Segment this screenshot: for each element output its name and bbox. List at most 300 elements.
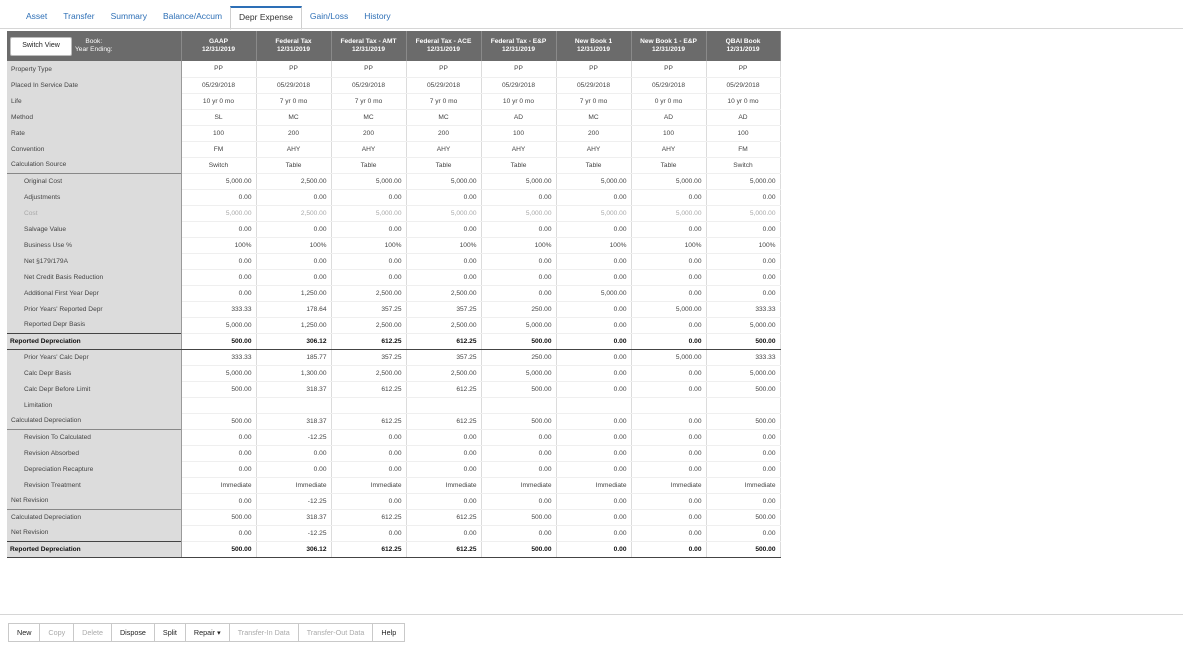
- table-cell: 05/29/2018: [706, 77, 780, 93]
- table-cell: -12.25: [256, 525, 331, 541]
- table-cell: 612.25: [406, 509, 481, 525]
- table-cell: 0.00: [631, 365, 706, 381]
- row-label: Net Credit Basis Reduction: [7, 269, 181, 285]
- table-cell: 5,000.00: [331, 173, 406, 189]
- table-cell: 0.00: [631, 413, 706, 429]
- table-row: [7, 125, 780, 141]
- table-row: [7, 365, 780, 381]
- table-cell: [706, 397, 780, 413]
- copy-button[interactable]: Copy: [39, 623, 74, 642]
- table-cell: 0.00: [706, 525, 780, 541]
- table-cell: 0.00: [481, 189, 556, 205]
- table-cell: 100%: [406, 237, 481, 253]
- table-cell: 250.00: [481, 301, 556, 317]
- table-cell: PP: [631, 61, 706, 77]
- table-row: [7, 109, 780, 125]
- table-cell: MC: [331, 109, 406, 125]
- table-cell: PP: [481, 61, 556, 77]
- table-cell: 357.25: [331, 349, 406, 365]
- table-cell: AHY: [631, 141, 706, 157]
- table-row: [7, 477, 780, 493]
- table-cell: 0.00: [556, 541, 631, 557]
- column-year-ending: 12/31/2019: [351, 46, 385, 53]
- row-label: Cost: [7, 205, 181, 221]
- column-book-name: GAAP: [208, 38, 229, 45]
- tab-gain-loss[interactable]: Gain/Loss: [309, 11, 349, 21]
- column-header: [331, 31, 406, 61]
- row-label: Depreciation Recapture: [7, 461, 181, 477]
- table-cell: 5,000.00: [181, 205, 256, 221]
- tab-summary[interactable]: Summary: [110, 11, 147, 21]
- table-row: [7, 493, 780, 509]
- table-cell: 0.00: [481, 253, 556, 269]
- table-cell: 0.00: [481, 525, 556, 541]
- table-cell: 0.00: [331, 221, 406, 237]
- table-cell: [556, 397, 631, 413]
- table-cell: [481, 397, 556, 413]
- table-cell: Table: [631, 157, 706, 173]
- table-cell: 0.00: [631, 333, 706, 349]
- table-cell: 05/29/2018: [556, 77, 631, 93]
- table-cell: 0.00: [331, 525, 406, 541]
- table-cell: 0.00: [181, 461, 256, 477]
- table-cell: Switch: [706, 157, 780, 173]
- table-cell: 357.25: [331, 301, 406, 317]
- repair-button[interactable]: Repair ▾: [185, 623, 230, 642]
- table-cell: 100: [631, 125, 706, 141]
- table-cell: 5,000.00: [181, 365, 256, 381]
- row-label: Rate: [7, 125, 181, 141]
- column-book-name: Federal Tax - ACE: [415, 38, 472, 45]
- table-cell: 1,250.00: [256, 285, 331, 301]
- split-button[interactable]: Split: [154, 623, 186, 642]
- table-cell: [406, 397, 481, 413]
- table-cell: 612.25: [331, 333, 406, 349]
- table-cell: Table: [406, 157, 481, 173]
- row-label: Calc Depr Before Limit: [7, 381, 181, 397]
- row-label: Placed In Service Date: [7, 77, 181, 93]
- table-cell: 100: [706, 125, 780, 141]
- table-cell: 0.00: [181, 285, 256, 301]
- row-label: Calculated Depreciation: [7, 413, 181, 429]
- table-cell: 1,300.00: [256, 365, 331, 381]
- table-cell: 05/29/2018: [331, 77, 406, 93]
- table-cell: 0.00: [556, 381, 631, 397]
- table-cell: 100%: [631, 237, 706, 253]
- table-cell: 0.00: [556, 301, 631, 317]
- table-cell: 0.00: [556, 221, 631, 237]
- column-year-ending: 12/31/2019: [726, 46, 760, 53]
- table-row: [7, 349, 780, 365]
- table-cell: 2,500.00: [406, 285, 481, 301]
- table-cell: 05/29/2018: [256, 77, 331, 93]
- table-cell: Immediate: [406, 477, 481, 493]
- table-cell: 0.00: [631, 445, 706, 461]
- table-cell: 500.00: [481, 381, 556, 397]
- row-label: Convention: [7, 141, 181, 157]
- grid-header-row: [7, 31, 780, 61]
- table-cell: 185.77: [256, 349, 331, 365]
- table-cell: AD: [481, 109, 556, 125]
- table-cell: 0.00: [706, 253, 780, 269]
- table-cell: [631, 397, 706, 413]
- row-label: Revision Treatment: [7, 477, 181, 493]
- row-label: Reported Depreciation: [7, 333, 181, 349]
- table-cell: 0.00: [631, 285, 706, 301]
- table-cell: 0.00: [331, 269, 406, 285]
- table-cell: 200: [406, 125, 481, 141]
- column-header: [406, 31, 481, 61]
- column-header: [481, 31, 556, 61]
- table-cell: 2,500.00: [331, 285, 406, 301]
- table-cell: 612.25: [331, 413, 406, 429]
- row-label: Calculated Depreciation: [7, 509, 181, 525]
- table-cell: 0.00: [631, 381, 706, 397]
- column-book-name: Federal Tax - AMT: [340, 38, 397, 45]
- table-cell: 0.00: [481, 461, 556, 477]
- help-button[interactable]: Help: [372, 623, 405, 642]
- table-row: [7, 413, 780, 429]
- depr-expense-grid: [7, 31, 781, 558]
- column-header: [556, 31, 631, 61]
- table-cell: 0.00: [331, 445, 406, 461]
- table-cell: 0.00: [556, 429, 631, 445]
- table-cell: 2,500.00: [406, 365, 481, 381]
- table-cell: 100: [181, 125, 256, 141]
- table-cell: 100%: [181, 237, 256, 253]
- table-cell: AHY: [406, 141, 481, 157]
- table-cell: [181, 397, 256, 413]
- table-cell: 0.00: [556, 365, 631, 381]
- table-cell: 0.00: [631, 253, 706, 269]
- table-cell: 500.00: [181, 413, 256, 429]
- tab-bar-divider: [0, 28, 1183, 29]
- table-row: [7, 541, 780, 557]
- table-row: [7, 205, 780, 221]
- table-row: [7, 525, 780, 541]
- table-cell: 0.00: [331, 461, 406, 477]
- table-cell: PP: [406, 61, 481, 77]
- table-cell: 0.00: [406, 221, 481, 237]
- table-cell: 0.00: [256, 189, 331, 205]
- table-cell: 0.00: [181, 221, 256, 237]
- table-cell: 0.00: [631, 269, 706, 285]
- table-cell: 0.00: [631, 493, 706, 509]
- table-cell: 612.25: [331, 541, 406, 557]
- table-row: [7, 445, 780, 461]
- table-cell: 0.00: [406, 429, 481, 445]
- table-row: [7, 189, 780, 205]
- table-cell: 0.00: [631, 509, 706, 525]
- row-label: Method: [7, 109, 181, 125]
- table-cell: 333.33: [706, 301, 780, 317]
- table-cell: 0.00: [631, 189, 706, 205]
- table-cell: 5,000.00: [706, 317, 780, 333]
- table-cell: 500.00: [481, 541, 556, 557]
- column-book-name: New Book 1: [574, 38, 613, 45]
- new-button[interactable]: New: [8, 623, 40, 642]
- table-cell: 5,000.00: [631, 173, 706, 189]
- table-cell: MC: [406, 109, 481, 125]
- table-cell: 5,000.00: [481, 173, 556, 189]
- tab-depr-expense[interactable]: Depr Expense: [230, 6, 302, 30]
- table-cell: 5,000.00: [181, 317, 256, 333]
- table-cell: 500.00: [481, 413, 556, 429]
- table-cell: PP: [331, 61, 406, 77]
- table-cell: 5,000.00: [406, 205, 481, 221]
- table-cell: 612.25: [331, 381, 406, 397]
- table-cell: 0.00: [481, 285, 556, 301]
- table-cell: 0.00: [331, 253, 406, 269]
- table-cell: 2,500.00: [331, 317, 406, 333]
- table-cell: 500.00: [481, 509, 556, 525]
- table-cell: 5,000.00: [481, 317, 556, 333]
- table-cell: 500.00: [181, 509, 256, 525]
- table-cell: 100%: [331, 237, 406, 253]
- dispose-button[interactable]: Dispose: [111, 623, 155, 642]
- row-label: Net Revision: [7, 493, 181, 509]
- table-cell: 7 yr 0 mo: [331, 93, 406, 109]
- column-year-ending: 12/31/2019: [426, 46, 460, 53]
- column-header: [706, 31, 780, 61]
- row-label: Property Type: [7, 61, 181, 77]
- table-cell: 7 yr 0 mo: [256, 93, 331, 109]
- table-cell: 0.00: [331, 189, 406, 205]
- table-cell: 10 yr 0 mo: [181, 93, 256, 109]
- table-cell: 0.00: [556, 461, 631, 477]
- table-cell: 500.00: [706, 381, 780, 397]
- table-cell: 0.00: [406, 253, 481, 269]
- table-cell: PP: [256, 61, 331, 77]
- table-cell: 0.00: [631, 317, 706, 333]
- table-row: [7, 333, 780, 349]
- row-label: Net §179/179A: [7, 253, 181, 269]
- table-row: [7, 173, 780, 189]
- table-cell: 0.00: [331, 493, 406, 509]
- tab-transfer[interactable]: Transfer: [63, 11, 95, 21]
- table-row: [7, 237, 780, 253]
- table-cell: 7 yr 0 mo: [406, 93, 481, 109]
- table-cell: SL: [181, 109, 256, 125]
- table-cell: 0.00: [256, 461, 331, 477]
- table-cell: 0.00: [556, 189, 631, 205]
- table-row: [7, 157, 780, 173]
- table-cell: Immediate: [181, 477, 256, 493]
- table-cell: 333.33: [181, 349, 256, 365]
- row-label: Calc Depr Basis: [7, 365, 181, 381]
- table-cell: 5,000.00: [481, 365, 556, 381]
- table-cell: Immediate: [631, 477, 706, 493]
- table-cell: 5,000.00: [181, 173, 256, 189]
- table-row: [7, 317, 780, 333]
- table-cell: 333.33: [706, 349, 780, 365]
- table-cell: 357.25: [406, 301, 481, 317]
- table-cell: 0.00: [481, 221, 556, 237]
- table-cell: 0.00: [406, 189, 481, 205]
- table-row: [7, 61, 780, 77]
- table-cell: Table: [481, 157, 556, 173]
- tab-balance-accum[interactable]: Balance/Accum: [162, 11, 223, 21]
- table-row: [7, 397, 780, 413]
- table-cell: Immediate: [706, 477, 780, 493]
- transfer-out-data-button[interactable]: Transfer-Out Data: [298, 623, 374, 642]
- table-cell: Immediate: [331, 477, 406, 493]
- table-cell: 0.00: [706, 189, 780, 205]
- row-label: Revision Absorbed: [7, 445, 181, 461]
- tab-bar: [18, 6, 399, 28]
- tab-history[interactable]: History: [364, 11, 391, 21]
- table-cell: 0.00: [406, 461, 481, 477]
- table-cell: PP: [181, 61, 256, 77]
- table-cell: AHY: [256, 141, 331, 157]
- table-cell: 0.00: [556, 333, 631, 349]
- column-year-ending: 12/31/2019: [501, 46, 535, 53]
- table-cell: 5,000.00: [631, 205, 706, 221]
- table-cell: -12.25: [256, 429, 331, 445]
- table-cell: 2,500.00: [406, 317, 481, 333]
- table-cell: AD: [631, 109, 706, 125]
- table-row: [7, 461, 780, 477]
- table-cell: 200: [556, 125, 631, 141]
- table-cell: 0.00: [706, 429, 780, 445]
- table-cell: 0.00: [556, 253, 631, 269]
- table-row: [7, 141, 780, 157]
- table-cell: 0.00: [631, 221, 706, 237]
- delete-button[interactable]: Delete: [73, 623, 112, 642]
- action-toolbar: [8, 623, 404, 642]
- column-year-ending: 12/31/2019: [276, 46, 310, 53]
- column-book-name: New Book 1 - E&P: [640, 38, 697, 45]
- table-cell: 100: [481, 125, 556, 141]
- table-cell: 0.00: [556, 509, 631, 525]
- table-cell: 318.37: [256, 381, 331, 397]
- table-cell: 500.00: [706, 509, 780, 525]
- table-cell: 100%: [556, 237, 631, 253]
- switch-view-button[interactable]: Switch View: [10, 37, 72, 56]
- table-cell: 0.00: [556, 493, 631, 509]
- table-cell: Table: [256, 157, 331, 173]
- column-book-name: QBAI Book: [725, 38, 761, 45]
- book-label: Book:: [85, 38, 103, 45]
- table-cell: 500.00: [706, 413, 780, 429]
- table-cell: 100%: [256, 237, 331, 253]
- table-cell: AHY: [331, 141, 406, 157]
- table-row: [7, 381, 780, 397]
- table-cell: 178.64: [256, 301, 331, 317]
- table-cell: 1,250.00: [256, 317, 331, 333]
- table-cell: Table: [556, 157, 631, 173]
- table-cell: 0.00: [556, 269, 631, 285]
- table-cell: 0.00: [556, 349, 631, 365]
- table-cell: 5,000.00: [406, 173, 481, 189]
- table-cell: 200: [256, 125, 331, 141]
- table-cell: 2,500.00: [331, 365, 406, 381]
- table-cell: 357.25: [406, 349, 481, 365]
- table-cell: 10 yr 0 mo: [706, 93, 780, 109]
- table-cell: 100%: [706, 237, 780, 253]
- row-label: Net Revision: [7, 525, 181, 541]
- table-cell: 0.00: [181, 525, 256, 541]
- table-cell: 0.00: [481, 445, 556, 461]
- table-cell: 5,000.00: [706, 365, 780, 381]
- table-cell: 200: [331, 125, 406, 141]
- table-cell: 5,000.00: [556, 285, 631, 301]
- column-book-name: Federal Tax - E&P: [490, 38, 547, 45]
- table-cell: 0.00: [256, 253, 331, 269]
- toolbar-divider: [0, 614, 1183, 615]
- table-cell: 612.25: [406, 333, 481, 349]
- row-label: Business Use %: [7, 237, 181, 253]
- table-cell: 0.00: [256, 221, 331, 237]
- column-header: [181, 31, 256, 61]
- table-cell: 5,000.00: [631, 349, 706, 365]
- row-label: Life: [7, 93, 181, 109]
- table-cell: 0.00: [556, 317, 631, 333]
- table-cell: 612.25: [331, 509, 406, 525]
- transfer-in-data-button[interactable]: Transfer-In Data: [229, 623, 299, 642]
- table-cell: Switch: [181, 157, 256, 173]
- column-year-ending: 12/31/2019: [201, 46, 235, 53]
- tab-asset[interactable]: Asset: [26, 11, 48, 21]
- column-header: [631, 31, 706, 61]
- table-cell: 0.00: [481, 493, 556, 509]
- table-cell: 0.00: [256, 269, 331, 285]
- table-cell: 0.00: [706, 221, 780, 237]
- table-cell: FM: [181, 141, 256, 157]
- table-cell: AHY: [556, 141, 631, 157]
- table-cell: Immediate: [256, 477, 331, 493]
- table-cell: AD: [706, 109, 780, 125]
- table-cell: 0.00: [706, 445, 780, 461]
- table-cell: PP: [556, 61, 631, 77]
- row-label: Reported Depreciation: [7, 541, 181, 557]
- table-cell: 7 yr 0 mo: [556, 93, 631, 109]
- table-row: [7, 93, 780, 109]
- column-book-name: Federal Tax: [275, 38, 312, 45]
- table-cell: 0.00: [631, 461, 706, 477]
- table-cell: 306.12: [256, 541, 331, 557]
- table-cell: 0.00: [181, 493, 256, 509]
- table-cell: 5,000.00: [481, 205, 556, 221]
- table-row: [7, 269, 780, 285]
- table-cell: 5,000.00: [631, 301, 706, 317]
- table-cell: 0.00: [481, 429, 556, 445]
- table-cell: 0.00: [631, 525, 706, 541]
- table-cell: FM: [706, 141, 780, 157]
- row-label: Revision To Calculated: [7, 429, 181, 445]
- table-cell: 318.37: [256, 509, 331, 525]
- table-cell: 250.00: [481, 349, 556, 365]
- row-label: Original Cost: [7, 173, 181, 189]
- table-cell: PP: [706, 61, 780, 77]
- table-cell: 0.00: [631, 429, 706, 445]
- table-cell: 0.00: [556, 413, 631, 429]
- table-row: [7, 429, 780, 445]
- table-cell: 5,000.00: [706, 205, 780, 221]
- table-cell: MC: [556, 109, 631, 125]
- row-label: Calculation Source: [7, 157, 181, 173]
- table-cell: 0.00: [631, 541, 706, 557]
- row-label: Reported Depr Basis: [7, 317, 181, 333]
- table-cell: 500.00: [706, 541, 780, 557]
- table-cell: 2,500.00: [256, 205, 331, 221]
- table-cell: 500.00: [481, 333, 556, 349]
- table-cell: 333.33: [181, 301, 256, 317]
- table-cell: 0.00: [406, 493, 481, 509]
- table-cell: 0.00: [181, 429, 256, 445]
- row-label: Adjustments: [7, 189, 181, 205]
- table-cell: MC: [256, 109, 331, 125]
